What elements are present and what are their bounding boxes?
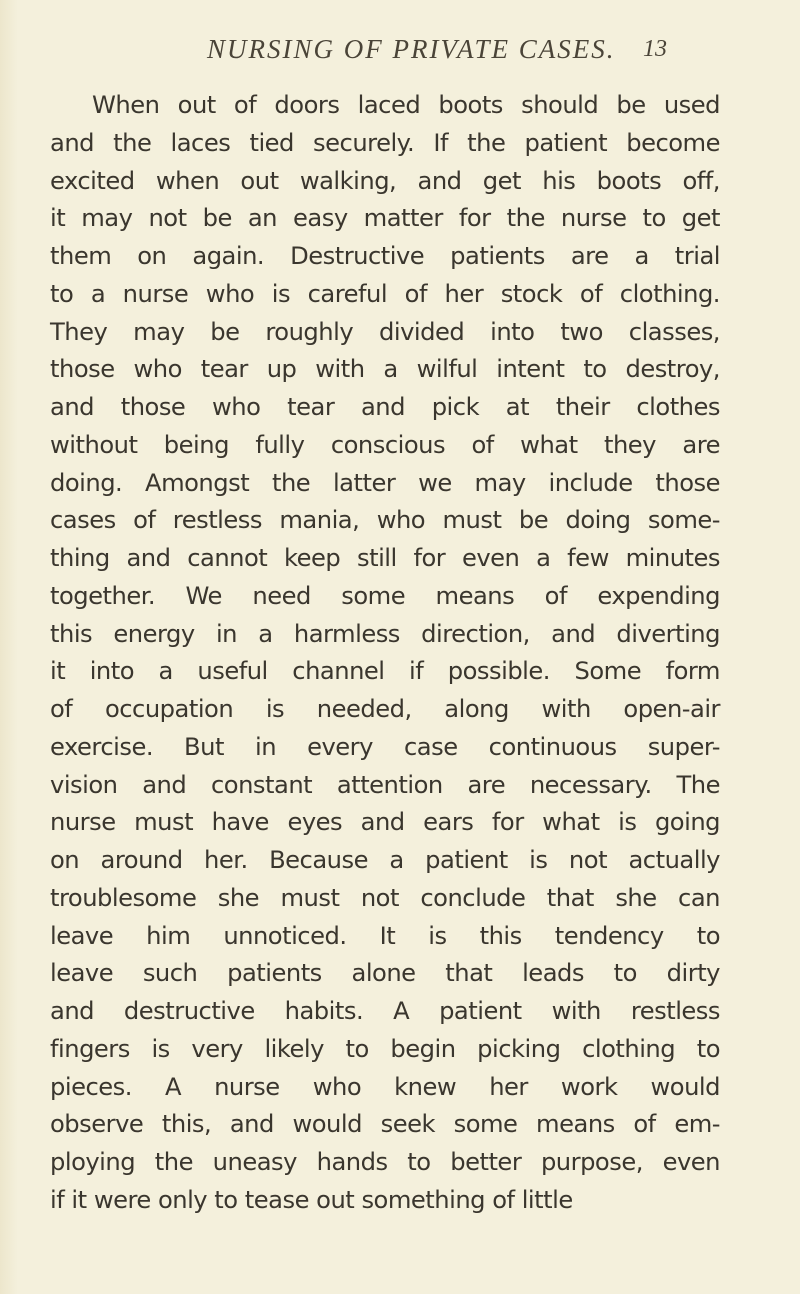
text-line: and destructive habits. A patient with restless: [50, 997, 720, 1025]
text-line: to a nurse who is careful of her stock of clothing.: [50, 279, 720, 308]
text-line: thing and cannot keep still for even a few minutes: [50, 544, 720, 572]
text-line: and those who tear and pick at their clothes: [50, 393, 720, 421]
text-line: doing. Amongst the latter we may include those: [50, 468, 720, 497]
page-number: 13: [643, 36, 667, 62]
text-line: leave him unnoticed. It is this tendency to: [50, 921, 720, 950]
text-line: and the laces tied securely. If the patient become: [50, 128, 720, 157]
text-line: it may not be an easy matter for the nurse to get: [50, 204, 720, 233]
text-line: this energy in a harmless direction, and diverting: [50, 619, 720, 648]
text-line: those who tear up with a wilful intent to destroy,: [50, 355, 720, 384]
text-line: ploying the uneasy hands to better purpose, even: [50, 1148, 720, 1176]
running-title: NURSING OF PRIVATE CASES.: [207, 34, 616, 64]
text-line: leave such patients alone that leads to dirty: [50, 959, 720, 988]
text-line: excited when out walking, and get his boots off,: [50, 166, 720, 195]
text-line: troublesome she must not conclude that she can: [50, 883, 720, 912]
running-head: [0, 34, 800, 70]
text-line: it into a useful channel if possible. Some form: [50, 657, 720, 686]
text-line: nurse must have eyes and ears for what is going: [50, 808, 720, 837]
text-line: observe this, and would seek some means of em-: [50, 1110, 720, 1139]
text-line: fingers is very likely to begin picking clothing to: [50, 1034, 720, 1063]
text-line: cases of restless mania, who must be doing some-: [50, 506, 720, 535]
text-line: on around her. Because a patient is not actually: [50, 846, 720, 874]
text-line: together. We need some means of expending: [50, 581, 720, 610]
text-line: pieces. A nurse who knew her work would: [50, 1072, 720, 1101]
text-line: if it were only to tease out something of little: [50, 1185, 573, 1214]
text-line: vision and constant attention are necessary. The: [50, 770, 720, 799]
text-line: They may be roughly divided into two classes,: [50, 317, 720, 346]
text-line: without being fully conscious of what they are: [50, 430, 720, 459]
text-line: of occupation is needed, along with open-air: [50, 695, 720, 723]
text-line: When out of doors laced boots should be used: [92, 91, 720, 119]
text-line: them on again. Destructive patients are a trial: [50, 242, 720, 270]
body-paragraph: [50, 87, 720, 1220]
text-line: exercise. But in every case continuous super-: [50, 732, 720, 761]
